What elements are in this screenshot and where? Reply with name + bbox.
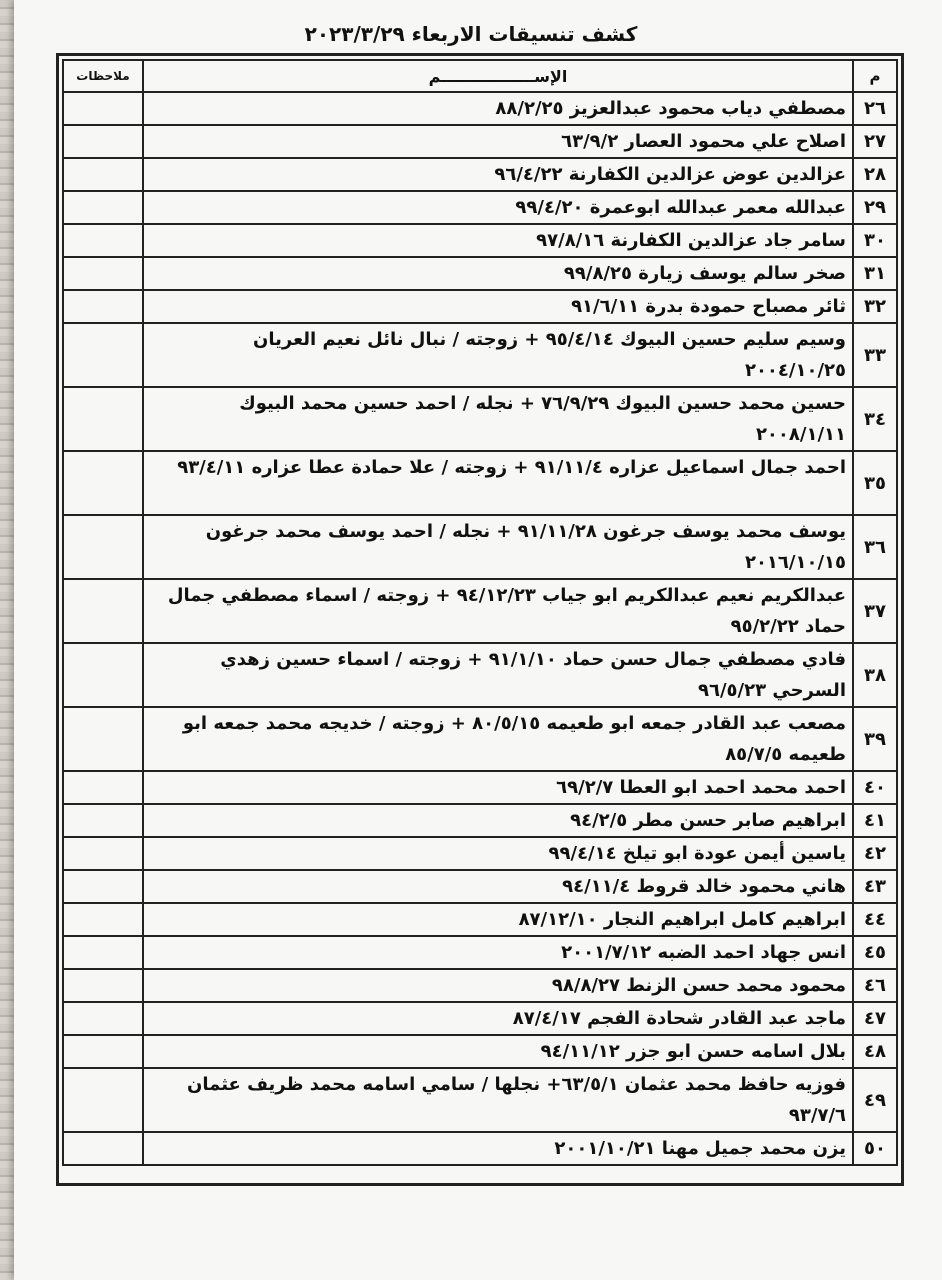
header-name: الإســـــــــــــــــم xyxy=(143,60,853,92)
row-name: ثائر مصباح حمودة بدرة ٩١/٦/١١ xyxy=(143,290,853,323)
table-row xyxy=(63,224,897,257)
table-body xyxy=(63,92,897,1165)
header-notes: ملاحظات xyxy=(63,60,143,92)
row-name: ابراهيم صابر حسن مطر ٩٤/٢/٥ xyxy=(143,804,853,837)
row-number: ٤٢ xyxy=(853,837,897,870)
row-name: وسيم سليم حسين البيوك ٩٥/٤/١٤ + زوجته / نبال نائل نعيم العريان ٢٠٠٤/١٠/٢٥ xyxy=(143,323,853,387)
table-row xyxy=(63,1035,897,1068)
row-number: ٣٢ xyxy=(853,290,897,323)
table-row xyxy=(63,290,897,323)
row-name: مصعب عبد القادر جمعه ابو طعيمه ٨٠/٥/١٥ + زوجته / خديجه محمد جمعه ابو طعيمه ٨٥/٧/٥ xyxy=(143,707,853,771)
table-row xyxy=(63,579,897,643)
row-name: يزن محمد جميل مهنا ٢٠٠١/١٠/٢١ xyxy=(143,1132,853,1165)
row-notes xyxy=(63,969,143,1002)
table-header-row xyxy=(63,60,897,92)
row-notes xyxy=(63,804,143,837)
row-number: ٣٦ xyxy=(853,515,897,579)
row-number: ٢٧ xyxy=(853,125,897,158)
row-number: ٢٨ xyxy=(853,158,897,191)
row-name: ياسين أيمن عودة ابو تيلخ ٩٩/٤/١٤ xyxy=(143,837,853,870)
table-row xyxy=(63,191,897,224)
row-name: فوزيه حافظ محمد عثمان ٦٣/٥/١+ نجلها / سامي اسامه محمد ظريف عثمان ٩٣/٧/٦ xyxy=(143,1068,853,1132)
row-name: فادي مصطفي جمال حسن حماد ٩١/١/١٠ + زوجته / اسماء حسين زهدي السرحي ٩٦/٥/٢٣ xyxy=(143,643,853,707)
row-number: ٢٦ xyxy=(853,92,897,125)
row-notes xyxy=(63,191,143,224)
table-row xyxy=(63,323,897,387)
row-notes xyxy=(63,837,143,870)
table-row xyxy=(63,92,897,125)
row-name: مصطفي دياب محمود عبدالعزيز ٨٨/٢/٢٥ xyxy=(143,92,853,125)
table-row xyxy=(63,969,897,1002)
table-row xyxy=(63,125,897,158)
row-name: ابراهيم كامل ابراهيم النجار ٨٧/١٢/١٠ xyxy=(143,903,853,936)
row-notes xyxy=(63,158,143,191)
header-number: م xyxy=(853,60,897,92)
row-number: ٤٣ xyxy=(853,870,897,903)
table-row xyxy=(63,804,897,837)
row-notes xyxy=(63,224,143,257)
row-name: عبدالله معمر عبدالله ابوعمرة ٩٩/٤/٢٠ xyxy=(143,191,853,224)
row-name: اصلاح علي محمود العصار ٦٣/٩/٢ xyxy=(143,125,853,158)
table-row xyxy=(63,643,897,707)
row-name: عزالدين عوض عزالدين الكفارنة ٩٦/٤/٢٢ xyxy=(143,158,853,191)
table-row xyxy=(63,1132,897,1165)
table-frame xyxy=(56,53,904,1186)
row-notes xyxy=(63,1068,143,1132)
row-number: ٤٩ xyxy=(853,1068,897,1132)
row-notes xyxy=(63,1035,143,1068)
table-row xyxy=(63,257,897,290)
row-name: انس جهاد احمد الضبه ٢٠٠١/٧/١٢ xyxy=(143,936,853,969)
table-row xyxy=(63,451,897,515)
table-row xyxy=(63,1002,897,1035)
table-row xyxy=(63,771,897,804)
row-notes xyxy=(63,1132,143,1165)
row-notes xyxy=(63,92,143,125)
row-name: حسين محمد حسين البيوك ٧٦/٩/٢٩ + نجله / احمد حسين محمد البيوك ٢٠٠٨/١/١١ xyxy=(143,387,853,451)
row-name: محمود محمد حسن الزنط ٩٨/٨/٢٧ xyxy=(143,969,853,1002)
row-number: ٢٩ xyxy=(853,191,897,224)
row-name: احمد محمد احمد ابو العطا ٦٩/٢/٧ xyxy=(143,771,853,804)
row-number: ٥٠ xyxy=(853,1132,897,1165)
row-number: ٤٤ xyxy=(853,903,897,936)
table-row xyxy=(63,903,897,936)
row-notes xyxy=(63,707,143,771)
row-number: ٤٨ xyxy=(853,1035,897,1068)
table-row xyxy=(63,387,897,451)
row-number: ٣٤ xyxy=(853,387,897,451)
table-row xyxy=(63,837,897,870)
row-name: سامر جاد عزالدين الكفارنة ٩٧/٨/١٦ xyxy=(143,224,853,257)
row-notes xyxy=(63,323,143,387)
row-notes xyxy=(63,870,143,903)
row-number: ٤٠ xyxy=(853,771,897,804)
row-notes xyxy=(63,1002,143,1035)
row-number: ٣٩ xyxy=(853,707,897,771)
document-title: كشف تنسيقات الاربعاء ٢٠٢٣/٣/٢٩ xyxy=(304,22,638,46)
table-row xyxy=(63,707,897,771)
row-number: ٣٠ xyxy=(853,224,897,257)
row-notes xyxy=(63,257,143,290)
row-notes xyxy=(63,903,143,936)
row-number: ٣٧ xyxy=(853,579,897,643)
row-name: عبدالكريم نعيم عبدالكريم ابو جياب ٩٤/١٢/٢٣ + زوجته / اسماء مصطفي جمال حماد ٩٥/٢/٢٢ xyxy=(143,579,853,643)
row-name: صخر سالم يوسف زيارة ٩٩/٨/٢٥ xyxy=(143,257,853,290)
table-row xyxy=(63,1068,897,1132)
row-number: ٣٣ xyxy=(853,323,897,387)
table-row xyxy=(63,870,897,903)
background-fabric xyxy=(0,0,14,1280)
row-notes xyxy=(63,290,143,323)
table-row xyxy=(63,515,897,579)
row-name: ماجد عبد القادر شحادة الفجم ٨٧/٤/١٧ xyxy=(143,1002,853,1035)
row-notes xyxy=(63,771,143,804)
row-name: بلال اسامه حسن ابو جزر ٩٤/١١/١٢ xyxy=(143,1035,853,1068)
row-name: هاني محمود خالد قروط ٩٤/١١/٤ xyxy=(143,870,853,903)
names-table xyxy=(62,59,898,1166)
row-notes xyxy=(63,936,143,969)
row-notes xyxy=(63,387,143,451)
row-notes xyxy=(63,643,143,707)
row-notes xyxy=(63,515,143,579)
row-number: ٣٨ xyxy=(853,643,897,707)
row-notes xyxy=(63,451,143,515)
row-number: ٤١ xyxy=(853,804,897,837)
row-number: ٣١ xyxy=(853,257,897,290)
row-notes xyxy=(63,579,143,643)
row-name: يوسف محمد يوسف جرغون ٩١/١١/٢٨ + نجله / احمد يوسف محمد جرغون ٢٠١٦/١٠/١٥ xyxy=(143,515,853,579)
row-number: ٤٥ xyxy=(853,936,897,969)
row-number: ٤٧ xyxy=(853,1002,897,1035)
row-number: ٤٦ xyxy=(853,969,897,1002)
table-row xyxy=(63,158,897,191)
row-notes xyxy=(63,125,143,158)
table-row xyxy=(63,936,897,969)
row-number: ٣٥ xyxy=(853,451,897,515)
row-name: احمد جمال اسماعيل عزاره ٩١/١١/٤ + زوجته / علا حمادة عطا عزاره ٩٣/٤/١١ xyxy=(143,451,853,515)
